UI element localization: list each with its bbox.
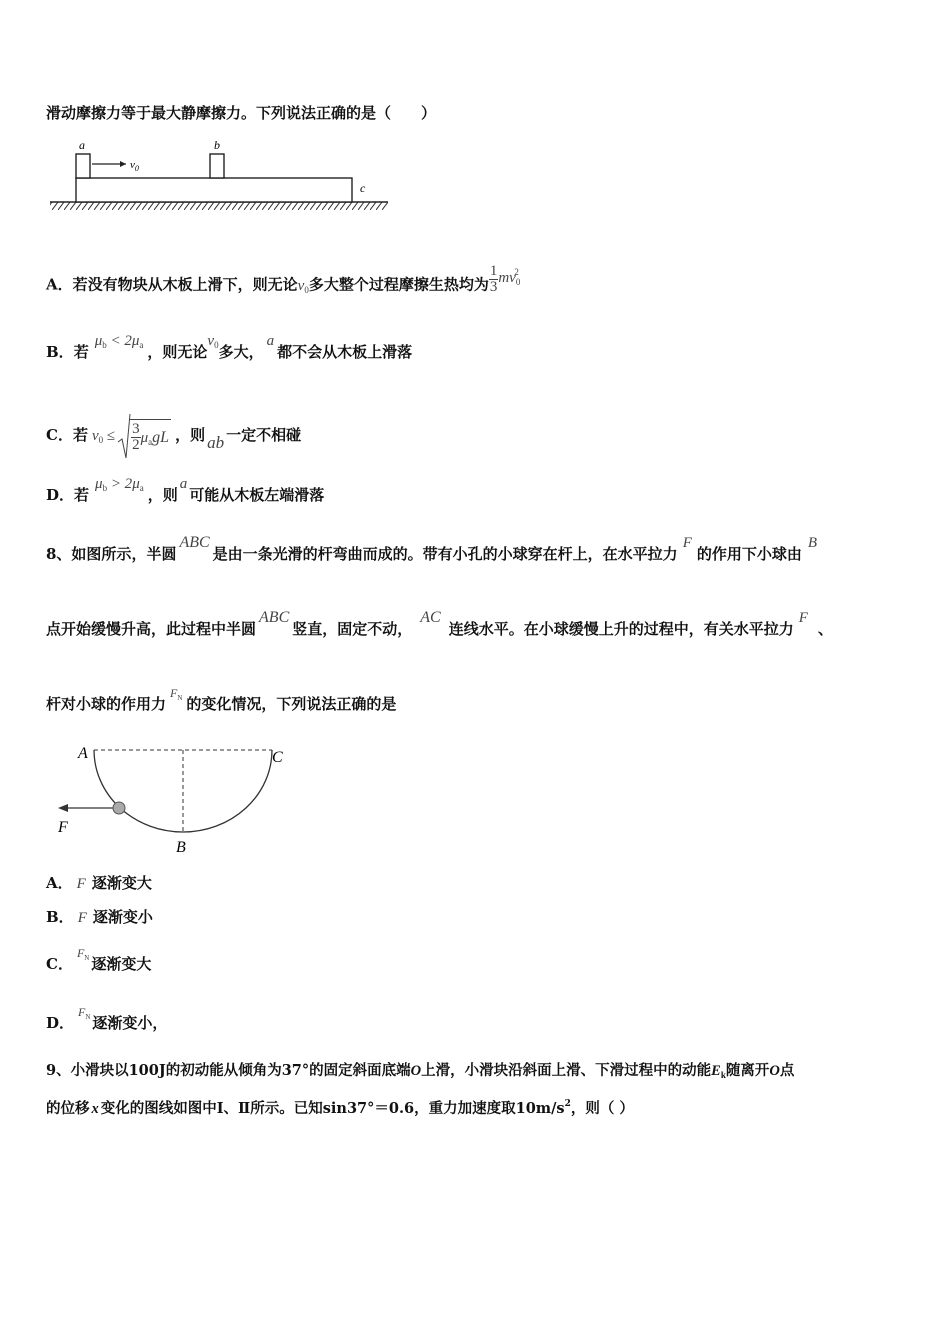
q8-stem-line-1: 8、如图所示，半圆ABC是由一条光滑的杆弯曲而成的。带有小孔的小球穿在杆上，在水平拉力F的作用下小球由B (46, 534, 818, 563)
fraction-one-third: $\frac{1}{3}$ (489, 263, 498, 295)
fig1-label-v: v (130, 159, 135, 171)
q9-stem-line-1: 9、小滑块以100J的初动能从倾角为37°的固定斜面底端O上滑，小滑块沿斜面上滑、下滑过程中的动能$E_k$随离开O点 (46, 1062, 795, 1080)
q7-option-a[interactable]: A．若没有物块从木板上滑下，则无论$v_0$多大整个过程摩擦生热均为 $\frac{1}{3}$ $mv_0^2$ (46, 263, 521, 295)
q7-option-b[interactable]: B．若$\mu_b < 2\mu_a$ ，则无论$v_0$多大，a都不会从木板上滑落 (46, 333, 413, 361)
semicircle-figure (50, 740, 300, 858)
board-figure (46, 138, 391, 214)
question-intro: 滑动摩擦力等于最大静摩擦力。下列说法正确的是（ ） (46, 104, 437, 122)
q8-option-d[interactable]: D．$^{F_N}$ 逐渐变小， (46, 1005, 168, 1032)
block-a (76, 154, 90, 178)
fig1-label-v-sub: 0 (134, 164, 139, 173)
fig1-label-b: b (214, 138, 220, 152)
q7-option-d[interactable]: D．若$\mu_b > 2\mu_a$ ，则a可能从木板左端滑落 (46, 476, 325, 504)
svg-text:v0 (130, 159, 139, 173)
fig1-label-c: c (360, 181, 366, 195)
fig2-label-f: F (58, 819, 68, 836)
q8-stem-line-3: 杆对小球的作用力$^{F_N}$ 的变化情况，下列说法正确的是 (46, 686, 397, 713)
fig2-label-b: B (176, 839, 186, 856)
q9-stem-line-2: 的位移 x 变化的图线如图中Ⅰ、Ⅱ所示。已知sin37°＝0.6，重力加速度取$10m/s^2$，则（ ） (46, 1099, 634, 1117)
sqrt-expression: $\frac{3}{2}$ $\mu_agL$ (117, 412, 171, 460)
q8-option-b[interactable]: B． F 逐渐变小 (46, 908, 153, 926)
q7-option-c[interactable]: C．若 $v_0$ ≤ $\frac{3}{2}$ $\mu_agL$ ，则 ab 一定不相碰 (46, 412, 301, 460)
fig1-label-a: a (79, 138, 85, 152)
block-b (210, 154, 224, 178)
q8-stem-line-2: 点开始缓慢升高，此过程中半圆ABC竖直，固定不动，AC连线水平。在小球缓慢上升的过程中，有关水平拉力F、 (46, 609, 833, 638)
q8-option-c[interactable]: C．$^{F_N}$ 逐渐变大 (46, 946, 152, 973)
fig2-label-a: A (78, 745, 88, 762)
ball (113, 802, 125, 814)
board-c (76, 178, 352, 202)
q8-option-a[interactable]: A． F 逐渐变大 (46, 874, 152, 892)
fig2-label-c: C (272, 749, 283, 766)
